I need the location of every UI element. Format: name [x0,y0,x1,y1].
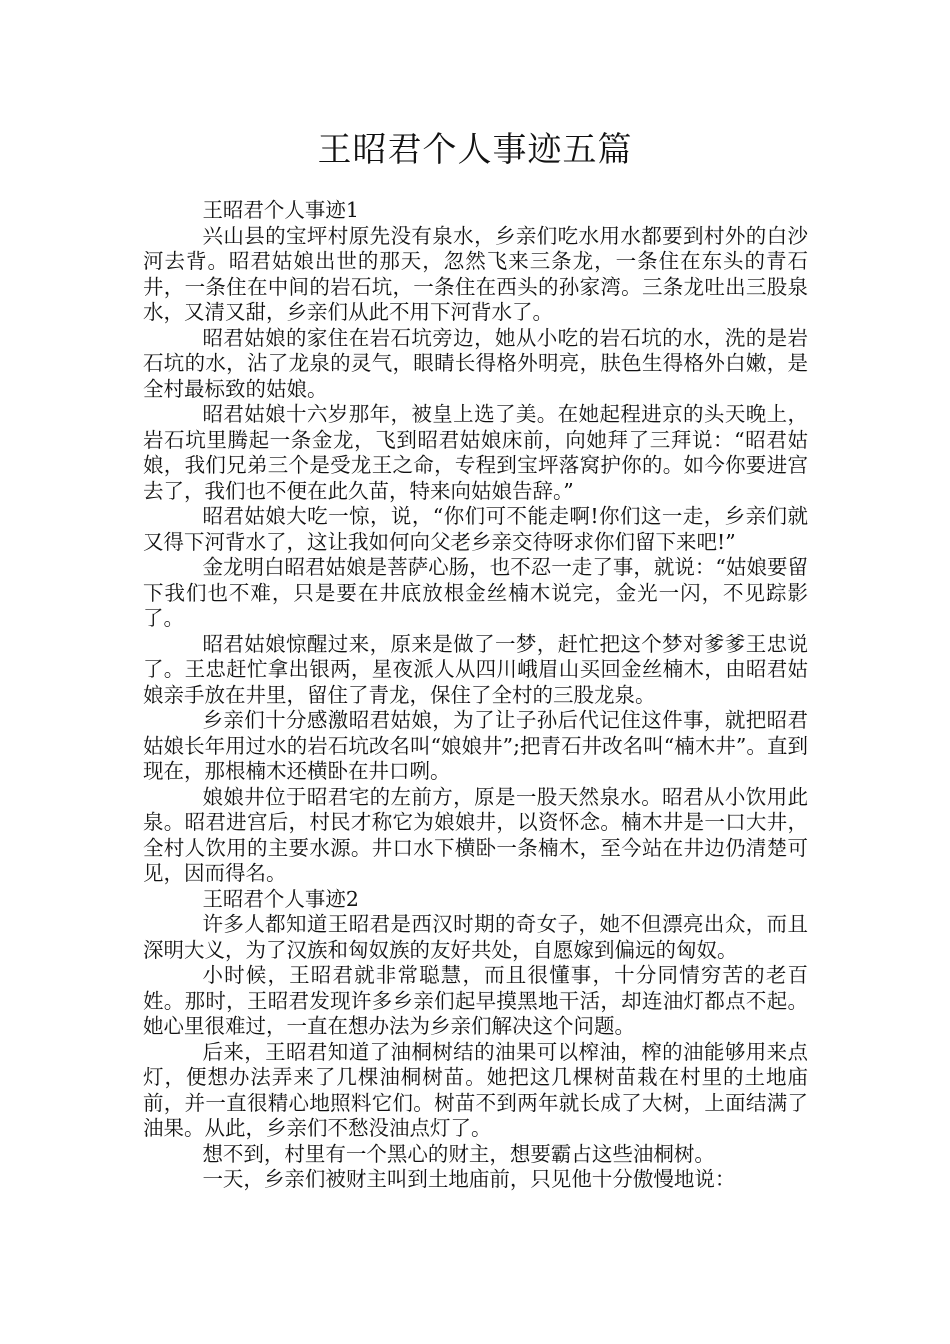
paragraph: 昭君姑娘的家住在岩石坑旁边，她从小吃的岩石坑的水，洗的是岩石坑的水，沾了龙泉的灵气，眼睛长得格外明亮，肤色生得格外白嫩，是全村最标致的姑娘。 [143,325,808,401]
paragraph: 娘娘井位于昭君宅的左前方，原是一股天然泉水。昭君从小饮用此泉。昭君进宫后，村民才称它为娘娘井，以资怀念。楠木井是一口大井，全村人饮用的主要水源。井口水下横卧一条楠木，至今站在井边仍清楚可见，因而得名。 [143,784,808,885]
paragraph: 许多人都知道王昭君是西汉时期的奇女子，她不但漂亮出众，而且深明大义，为了汉族和匈奴族的友好共处，自愿嫁到偏远的匈奴。 [143,912,808,962]
paragraph: 乡亲们十分感激昭君姑娘，为了让子孙后代记住这件事，就把昭君姑娘长年用过水的岩石坑改名叫“娘娘井”;把青石井改名叫“楠木井”。直到现在，那根楠木还横卧在井口咧。 [143,708,808,783]
paragraph: 昭君姑娘十六岁那年，被皇上选了美。在她起程进京的头天晚上，岩石坑里腾起一条金龙，飞到昭君姑娘床前，向她拜了三拜说：“昭君姑娘，我们兄弟三个是受龙王之命，专程到宝坪落窝护你的。如今你要进宫去了，我们也不便在此久苗，特来向姑娘告辞。” [143,402,808,503]
document-title: 王昭君个人事迹五篇 [317,130,633,170]
paragraph: 兴山县的宝坪村原先没有泉水，乡亲们吃水用水都要到村外的白沙河去背。昭君姑娘出世的那天，忽然飞来三条龙，一条住在东头的青石井，一条住在中间的岩石坑，一条住在西头的孙家湾。三条龙吐出三股泉水，又清又甜，乡亲们从此不用下河背水了。 [143,223,808,324]
section-heading: 王昭君个人事迹2 [202,886,359,911]
section-heading: 王昭君个人事迹1 [202,198,359,222]
paragraph: 小时候，王昭君就非常聪慧，而且很懂事，十分同情穷苦的老百姓。那时，王昭君发现许多乡亲们起早摸黑地干活，却连油灯都点不起。她心里很难过，一直在想办法为乡亲们解决这个问题。 [143,963,808,1038]
paragraph: 金龙明白昭君姑娘是菩萨心肠，也不忍一走了事，就说：“姑娘要留下我们也不难，只是要在井底放根金丝楠木说完，金光一闪，不见踪影了。 [143,555,808,630]
paragraph: 后来，王昭君知道了油桐树结的油果可以榨油，榨的油能够用来点灯，便想办法弄来了几棵油桐树苗。她把这几棵树苗栽在村里的土地庙前，并一直很精心地照料它们。树苗不到两年就长成了大树，上面结满了油果。从此，乡亲们不愁没油点灯了。 [143,1039,808,1140]
document-body [143,198,808,1193]
paragraph: 一天，乡亲们被财主叫到土地庙前，只见他十分傲慢地说： [202,1167,736,1191]
paragraph: 昭君姑娘大吃一惊，说，“你们可不能走啊!你们这一走，乡亲们就又得下河背水了，这让我如何向父老乡亲交待呀求你们留下来吧!” [143,504,808,554]
paragraph: 昭君姑娘惊醒过来，原来是做了一梦，赶忙把这个梦对爹爹王忠说了。王忠赶忙拿出银两，星夜派人从四川峨眉山买回金丝楠木，由昭君姑娘亲手放在井里，留住了青龙，保住了全村的三股龙泉。 [143,631,808,707]
paragraph: 想不到，村里有一个黑心的财主，想要霸占这些油桐树。 [202,1141,715,1166]
